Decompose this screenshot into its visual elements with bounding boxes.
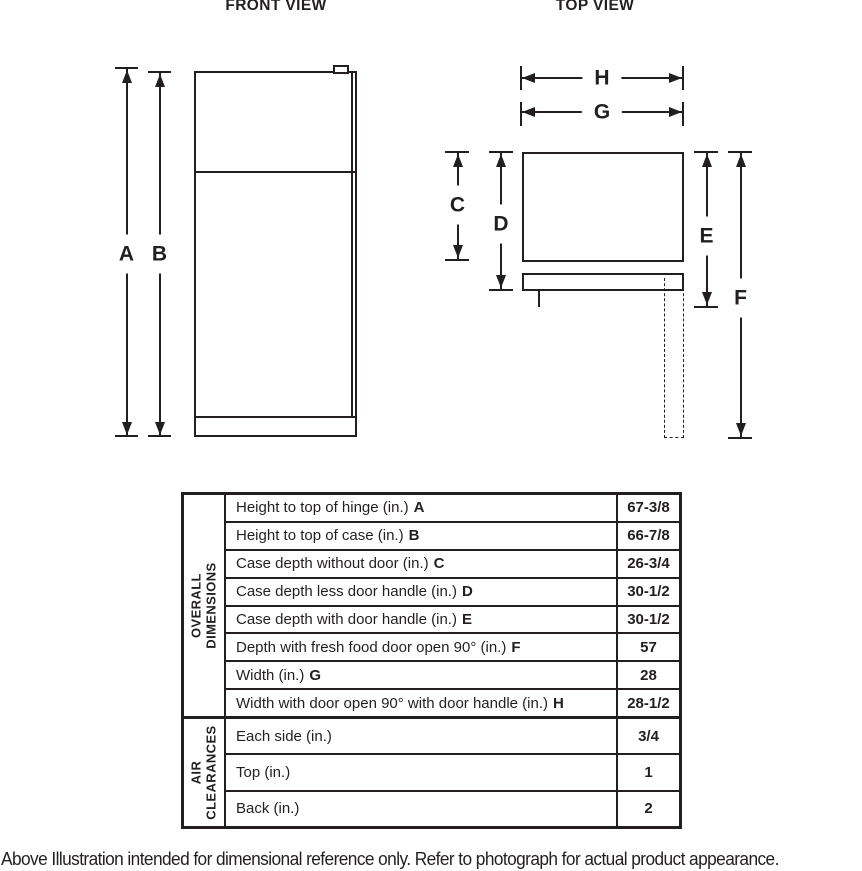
row-label: Depth with fresh food door open 90° (in.)	[236, 638, 507, 656]
row-dim-letter: H	[553, 694, 564, 712]
air-clearances-header-text: AIR CLEARANCES	[188, 725, 219, 820]
row-label: Top (in.)	[236, 763, 291, 781]
dim-h-label: H	[582, 67, 621, 90]
row-dim-letter: B	[408, 527, 420, 545]
row-dim-letter: G	[309, 666, 322, 684]
row-label: Case depth without door (in.)	[236, 555, 429, 573]
row-label: Width with door open 90° with door handle (in.)	[236, 694, 549, 712]
row-label: Height to top of case (in.)	[236, 527, 404, 545]
row-value: 1	[616, 755, 679, 789]
overall-dimensions-section	[184, 495, 679, 719]
table-row	[226, 521, 679, 549]
top-view-title: TOP VIEW	[555, 0, 635, 14]
row-dim-letter: D	[461, 583, 473, 601]
dim-g-label: G	[582, 101, 622, 124]
air-clearances-rows	[226, 719, 679, 826]
air-clearances-header	[184, 719, 226, 826]
row-value: 30-1/2	[616, 607, 679, 633]
dim-c-label: C	[447, 186, 468, 225]
table-row	[226, 605, 679, 633]
table-row	[226, 790, 679, 826]
dim-f-bottom-tick	[728, 437, 752, 439]
row-dim-letter: A	[413, 499, 425, 517]
footnote-caption: Above Illustration intended for dimensional reference only. Refer to photograph for actual product appearance.	[1, 849, 779, 869]
row-value: 3/4	[616, 719, 679, 753]
row-value: 66-7/8	[616, 523, 679, 549]
row-value: 57	[616, 634, 679, 660]
row-label: Case depth with door handle (in.)	[236, 610, 457, 628]
row-value: 67-3/8	[616, 495, 679, 521]
row-dim-letter: C	[433, 555, 445, 573]
row-label: Back (in.)	[236, 800, 300, 818]
row-value: 28	[616, 662, 679, 688]
row-value: 26-3/4	[616, 551, 679, 577]
table-row	[226, 495, 679, 521]
dim-f-arrow-down-icon	[736, 423, 746, 436]
table-row	[226, 688, 679, 716]
overall-dimensions-header	[184, 495, 226, 716]
dim-b-label: B	[149, 235, 170, 274]
row-label: Case depth less door handle (in.)	[236, 583, 457, 601]
row-value: 2	[616, 792, 679, 826]
overall-dimensions-rows	[226, 495, 679, 716]
row-value: 30-1/2	[616, 579, 679, 605]
dim-f-arrow-up-icon	[736, 154, 746, 167]
table-row	[226, 577, 679, 605]
row-label: Each side (in.)	[236, 727, 332, 745]
dim-f-label: F	[731, 279, 750, 318]
dim-a-label: A	[116, 235, 137, 274]
row-dim-letter: E	[461, 610, 472, 628]
table-row	[226, 719, 679, 753]
table-row	[226, 753, 679, 789]
dim-d-label: D	[490, 205, 511, 244]
table-row	[226, 549, 679, 577]
overall-dimensions-header-text: OVERALL DIMENSIONS	[188, 562, 218, 649]
dimensions-table	[181, 492, 682, 829]
table-row	[226, 632, 679, 660]
dim-e-label: E	[696, 217, 716, 256]
air-clearances-section	[184, 719, 679, 826]
table-row	[226, 660, 679, 688]
row-label: Height to top of hinge (in.)	[236, 499, 409, 517]
row-label: Width (in.)	[236, 666, 305, 684]
row-value: 28-1/2	[616, 690, 679, 716]
front-view-title: FRONT VIEW	[225, 0, 327, 14]
row-dim-letter: F	[511, 638, 521, 656]
